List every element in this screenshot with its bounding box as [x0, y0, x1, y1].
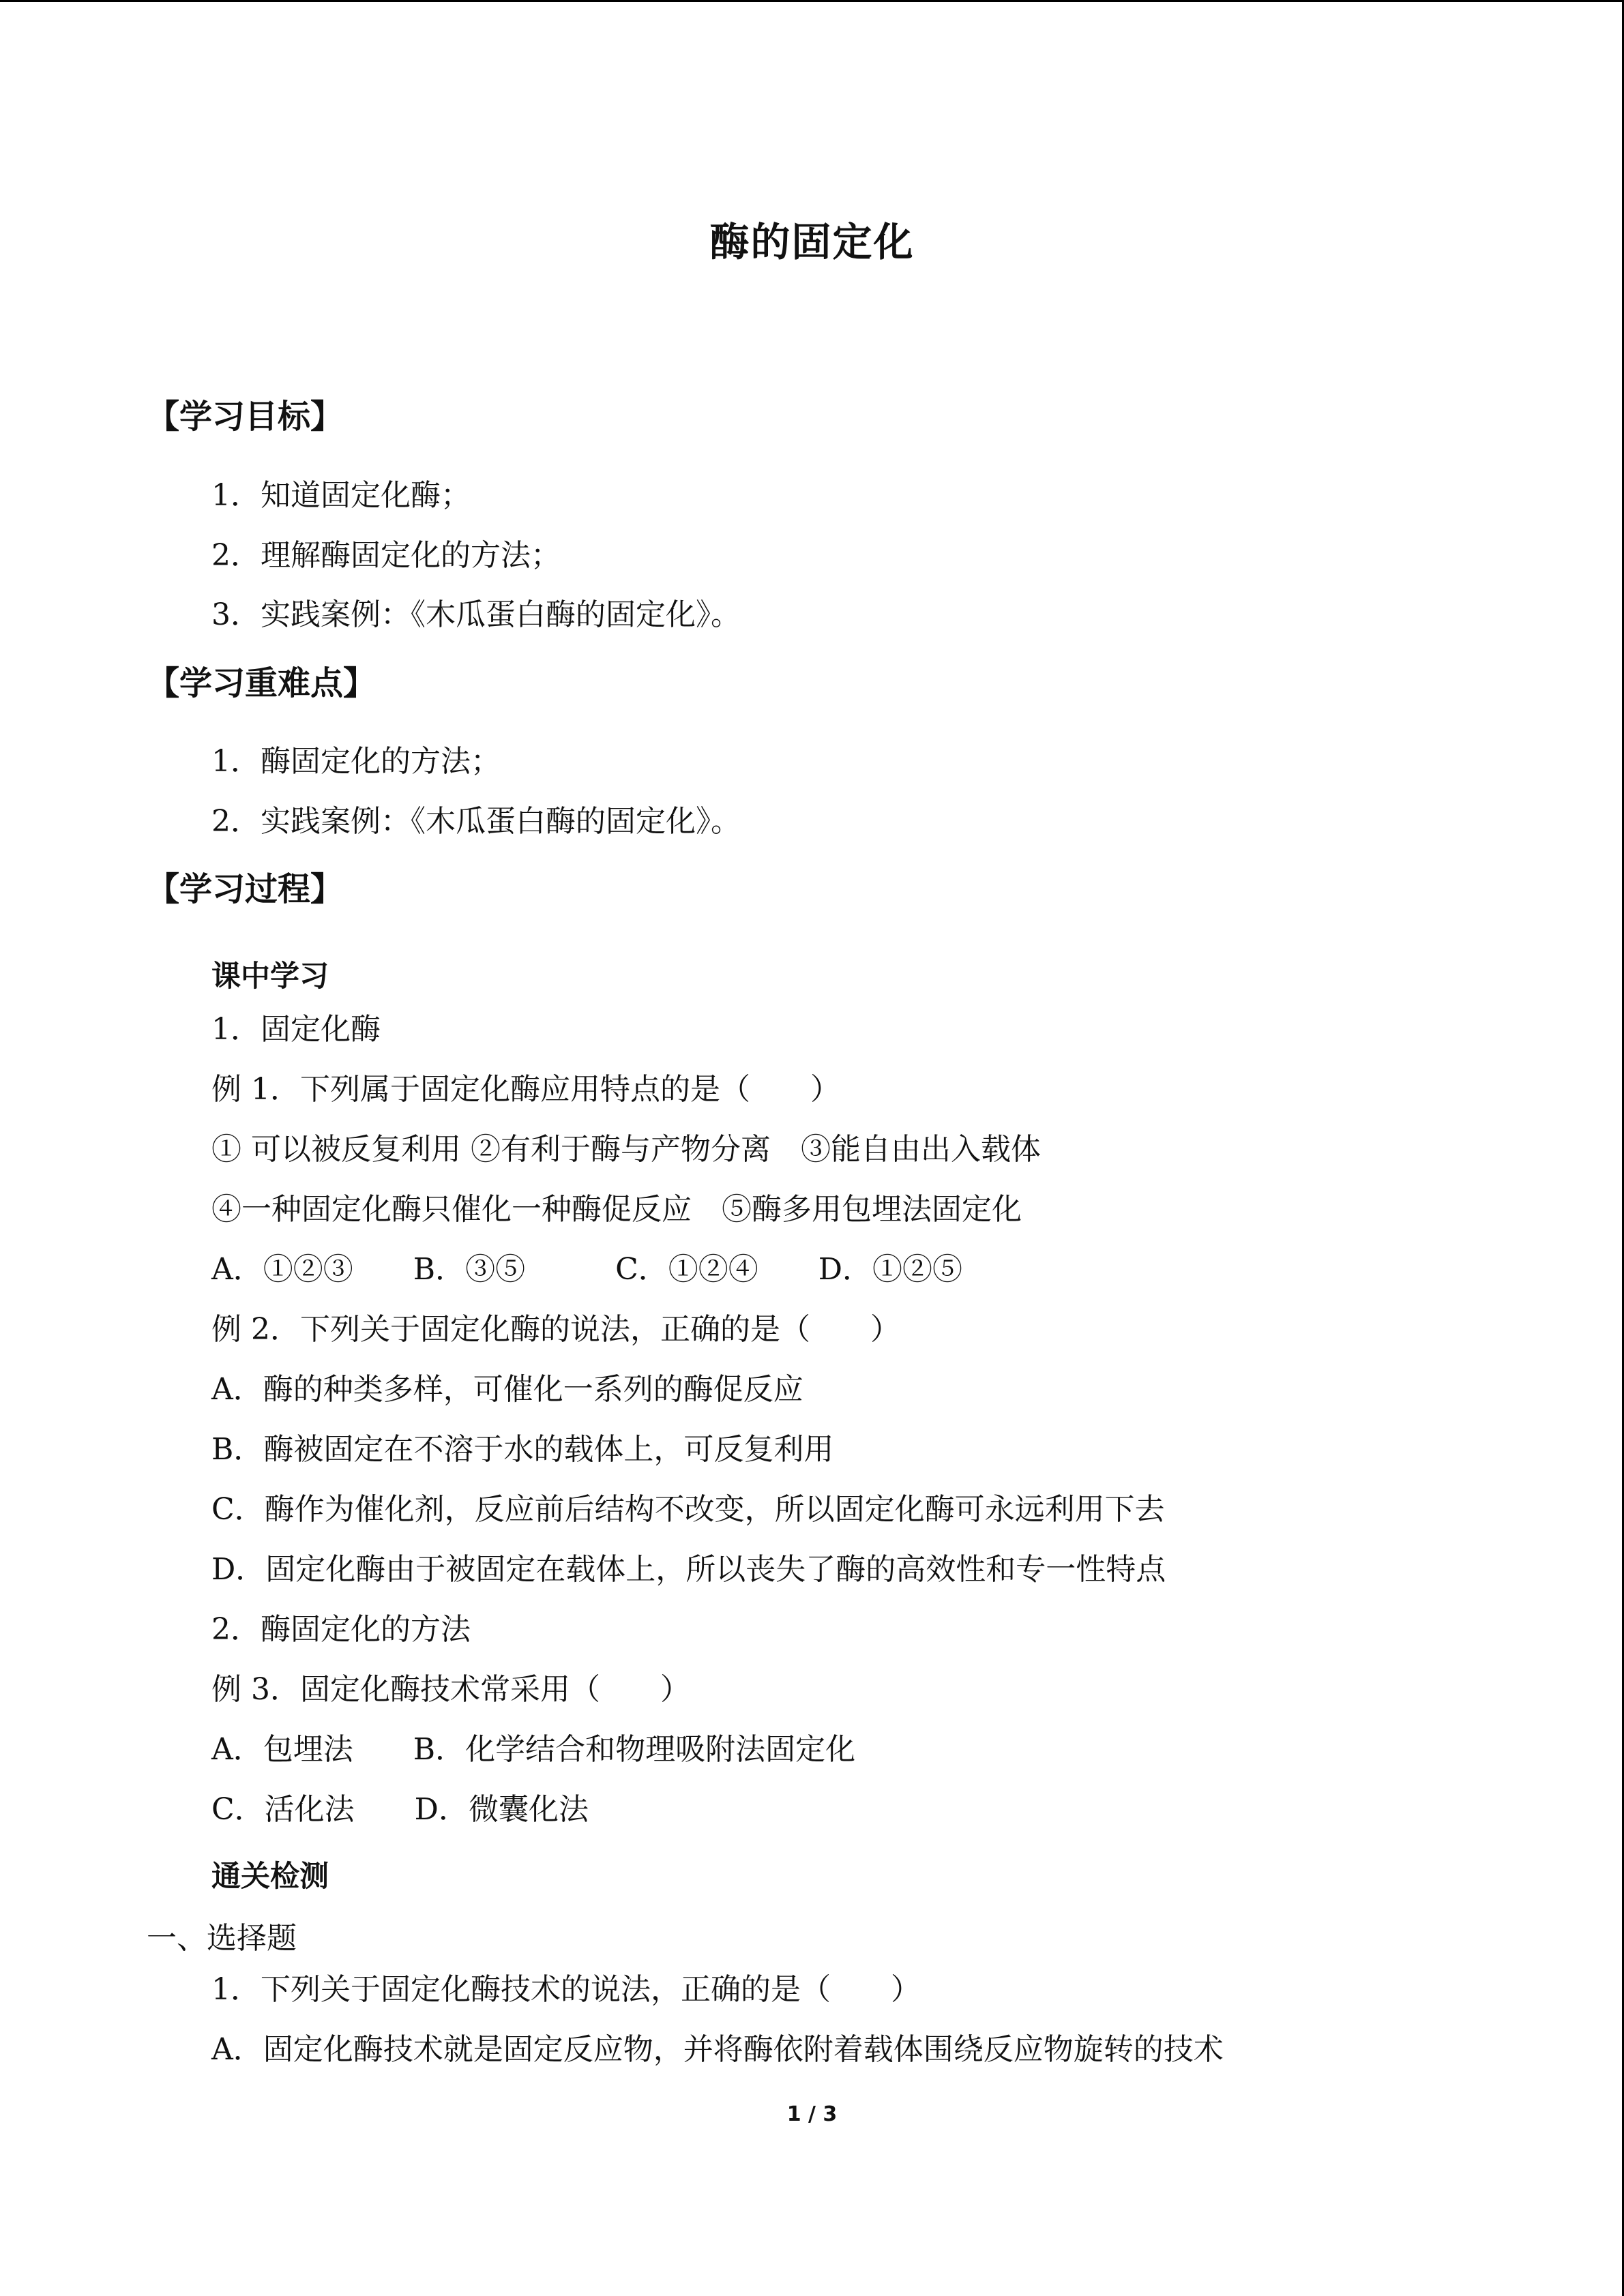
- section-heading-objectives: 【学习目标】: [147, 398, 344, 436]
- objective-item: 1．知道固定化酶；: [211, 478, 471, 513]
- process-line: ① 可以被反复利用 ②有利于酶与产物分离 ③能自由出入载体: [211, 1132, 1041, 1167]
- check-line: 1．下列关于固定化酶技术的说法，正确的是（ ）: [211, 1972, 921, 2007]
- section-heading-process: 【学习过程】: [147, 870, 344, 908]
- process-line: 例 3．固定化酶技术常采用（ ）: [211, 1672, 690, 1707]
- sub-heading-in-class: 课中学习: [211, 959, 329, 994]
- process-line: 例 2．下列关于固定化酶的说法，正确的是（ ）: [211, 1312, 900, 1347]
- page-title: 酶的固定化: [709, 219, 915, 265]
- objective-item: 2．理解酶固定化的方法；: [211, 538, 561, 573]
- page-border-top: [0, 0, 1624, 2]
- section-heading-key-points: 【学习重难点】: [147, 664, 377, 702]
- objective-item: 3．实践案例：《木瓜蛋白酶的固定化》。: [211, 597, 741, 632]
- key-point-item: 1．酶固定化的方法；: [211, 744, 501, 779]
- process-line: 1．固定化酶: [211, 1012, 381, 1047]
- process-line: B．酶被固定在不溶于水的载体上，可反复利用: [211, 1432, 834, 1467]
- process-line: C．活化法 D．微囊化法: [211, 1792, 589, 1827]
- part-title: 一、选择题: [147, 1921, 297, 1956]
- process-line: ④一种固定化酶只催化一种酶促反应 ⑤酶多用包埋法固定化: [211, 1192, 1022, 1227]
- sub-heading-check: 通关检测: [211, 1860, 329, 1894]
- process-line: A．包埋法 B．化学结合和物理吸附法固定化: [211, 1732, 856, 1767]
- process-line: C．酶作为催化剂，反应前后结构不改变，所以固定化酶可永远利用下去: [211, 1492, 1165, 1527]
- process-line: 2．酶固定化的方法: [211, 1612, 471, 1647]
- page-number: 1 / 3: [786, 2102, 838, 2126]
- process-line: A．①②③ B．③⑤ C．①②④ D．①②⑤: [211, 1252, 963, 1287]
- process-line: 例 1．下列属于固定化酶应用特点的是（ ）: [211, 1072, 840, 1107]
- process-line: D．固定化酶由于被固定在载体上，所以丧失了酶的高效性和专一性特点: [211, 1552, 1166, 1587]
- process-line: A．酶的种类多样，可催化一系列的酶促反应: [211, 1372, 803, 1407]
- check-line: A．固定化酶技术就是固定反应物，并将酶依附着载体围绕反应物旋转的技术: [211, 2032, 1224, 2067]
- key-point-item: 2．实践案例：《木瓜蛋白酶的固定化》。: [211, 804, 741, 839]
